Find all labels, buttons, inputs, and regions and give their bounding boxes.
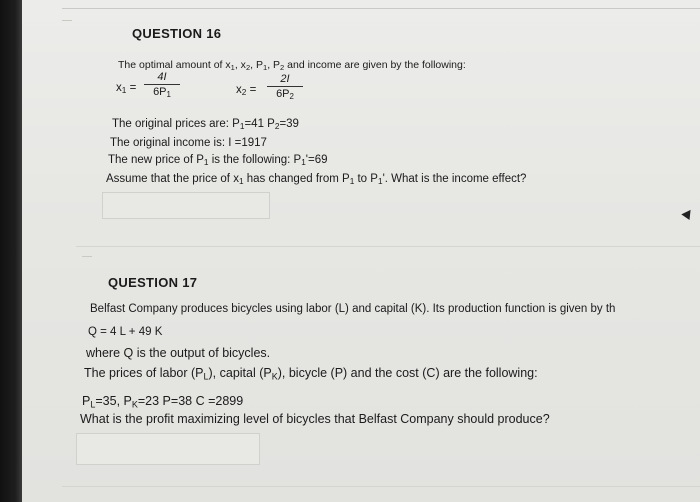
question-17-title: QUESTION 17 <box>108 275 198 290</box>
q16-new-price: The new price of $P_1$ is the following: $P_1'=69$ <box>108 154 328 168</box>
x1-label: $x_1$ = <box>116 82 137 96</box>
q17-question: What is the profit maximizing level of bicycles that Belfast Company should produce? <box>80 412 550 426</box>
quiz-page <box>22 0 700 502</box>
q17-production-function: Q = 4 L + 49 K <box>88 326 163 338</box>
q16-original-prices: The original prices are: $P_1=41$ $P_2=39$ <box>112 118 299 132</box>
x2-label: $x_2$ = <box>236 84 257 98</box>
q17-answer-input[interactable] <box>76 433 260 465</box>
q17-price-values: $P_L=35$, $P_K=23$ P=38 C =2899 <box>82 394 244 410</box>
screen-bezel <box>0 0 22 502</box>
section-divider <box>76 246 700 247</box>
q16-answer-input[interactable] <box>102 192 270 219</box>
mouse-cursor-icon <box>681 207 694 220</box>
q16-question: Assume that the price of $x_1$ has changed from $P_1$ to $P_1'$. What is the income effect? <box>106 173 527 187</box>
q17-prices-intro: The prices of labor $(P_L)$, capital $(P_K)$, bicycle (P) and the cost (C) are the following: <box>84 366 538 382</box>
question-16-title: QUESTION 16 <box>132 26 222 41</box>
top-divider <box>62 8 700 9</box>
section-corner-2 <box>82 256 92 257</box>
section-corner <box>62 20 72 21</box>
q16-intro: The optimal amount of $x_1$, $x_2$, $P_1$, $P_2$ and income are given by the following: <box>118 59 466 72</box>
q17-line-1: Belfast Company produces bicycles using labor (L) and capital (K). Its production function is given by th <box>90 303 616 315</box>
q16-original-income: The original income is: I =1917 <box>110 137 267 149</box>
x1-fraction: 4I $6P_1$ <box>144 71 180 98</box>
bottom-divider <box>62 486 700 487</box>
q17-line-3: where Q is the output of bicycles. <box>86 346 271 360</box>
x2-fraction: 2I $6P_2$ <box>267 73 303 100</box>
